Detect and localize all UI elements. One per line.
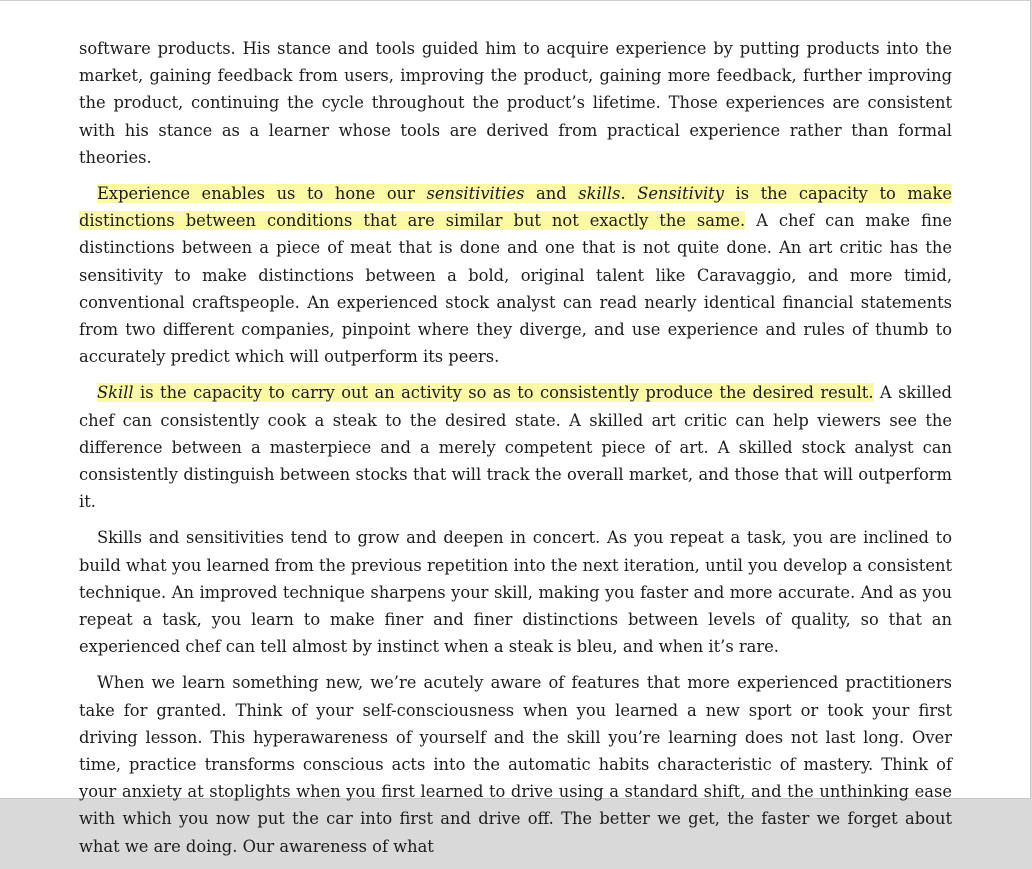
italic-term-sensitivity: Sensitivity bbox=[637, 184, 724, 204]
paragraph-5-text: When we learn something new, we’re acutely aware of features that more experienced practitioners take for granted. Think of your self-consciousness when you learned a new sport or took your first driving lesson. This hyperawareness of yourself and the skill you’re learning does not last long. Over time, practice transforms conscious acts into the automatic habits characteristic of mastery. Think of your anxiety at stoplights when you first learned to drive using a standard shift, and the unthinking ease with which you now put the car into first and drive off. The better we get, the faster we forget about what we are doing. Our awareness of what bbox=[79, 673, 952, 856]
paragraph-1-text: software products. His stance and tools guided him to acquire experience by putting products into the market, gaining feedback from users, improving the product, gaining more feedback, further improving the product, continuing the cycle throughout the product’s lifetime. Those experiences are consistent with his stance as a learner whose tools are derived from practical experience rather than formal theories. bbox=[79, 39, 952, 167]
paragraph-3 bbox=[79, 379, 952, 515]
highlight-text: Experience enables us to hone our bbox=[97, 184, 427, 204]
highlight-text: . bbox=[620, 184, 638, 204]
document-body bbox=[79, 35, 952, 869]
paragraph-4-text: Skills and sensitivities tend to grow and deepen in concert. As you repeat a task, you are inclined to build what you learned from the previous repetition into the next iteration, until you develop a consistent technique. An improved technique sharpens your skill, making you faster and more accurate. And as you repeat a task, you learn to make finer and finer distinctions between levels of quality, so that an experienced chef can tell almost by instinct when a steak is bleu, and when it’s rare. bbox=[79, 528, 952, 657]
italic-term-skills: skills bbox=[578, 184, 621, 204]
paragraph-3-text: A skilled chef can consistently cook a steak to the desired state. A skilled art critic can help viewers see the difference between a masterpiece and a merely competent piece of art. A skilled stock analyst can consistently distinguish between stocks that will track the overall market, and those that will outperform it. bbox=[79, 383, 952, 512]
highlight-text: and bbox=[524, 184, 579, 204]
highlight-text: is the capacity to make distinctions between conditions that are similar but not exactly the same. bbox=[79, 184, 953, 231]
paragraph-2-text: A chef can make fine distinctions between a piece of meat that is done and one that is not quite done. An art critic has the sensitivity to make distinctions between a bold, original talent like Caravaggio, and more timid, conventional craftspeople. An experienced stock analyst can read nearly identical financial statements from two different companies, pinpoint where they diverge, and use experience and rules of thumb to accurately predict which will outperform its peers. bbox=[79, 211, 952, 367]
paragraph-2 bbox=[79, 180, 952, 370]
paragraph-4 bbox=[79, 524, 952, 660]
highlight-text: is the capacity to carry out an activity so as to consistently produce the desired result. bbox=[133, 383, 874, 403]
italic-term-sensitivities: sensitivities bbox=[426, 184, 525, 204]
highlighted-passage bbox=[97, 383, 874, 402]
paragraph-5 bbox=[79, 669, 952, 859]
italic-term-skill: Skill bbox=[97, 383, 134, 403]
paragraph-1 bbox=[79, 35, 952, 171]
